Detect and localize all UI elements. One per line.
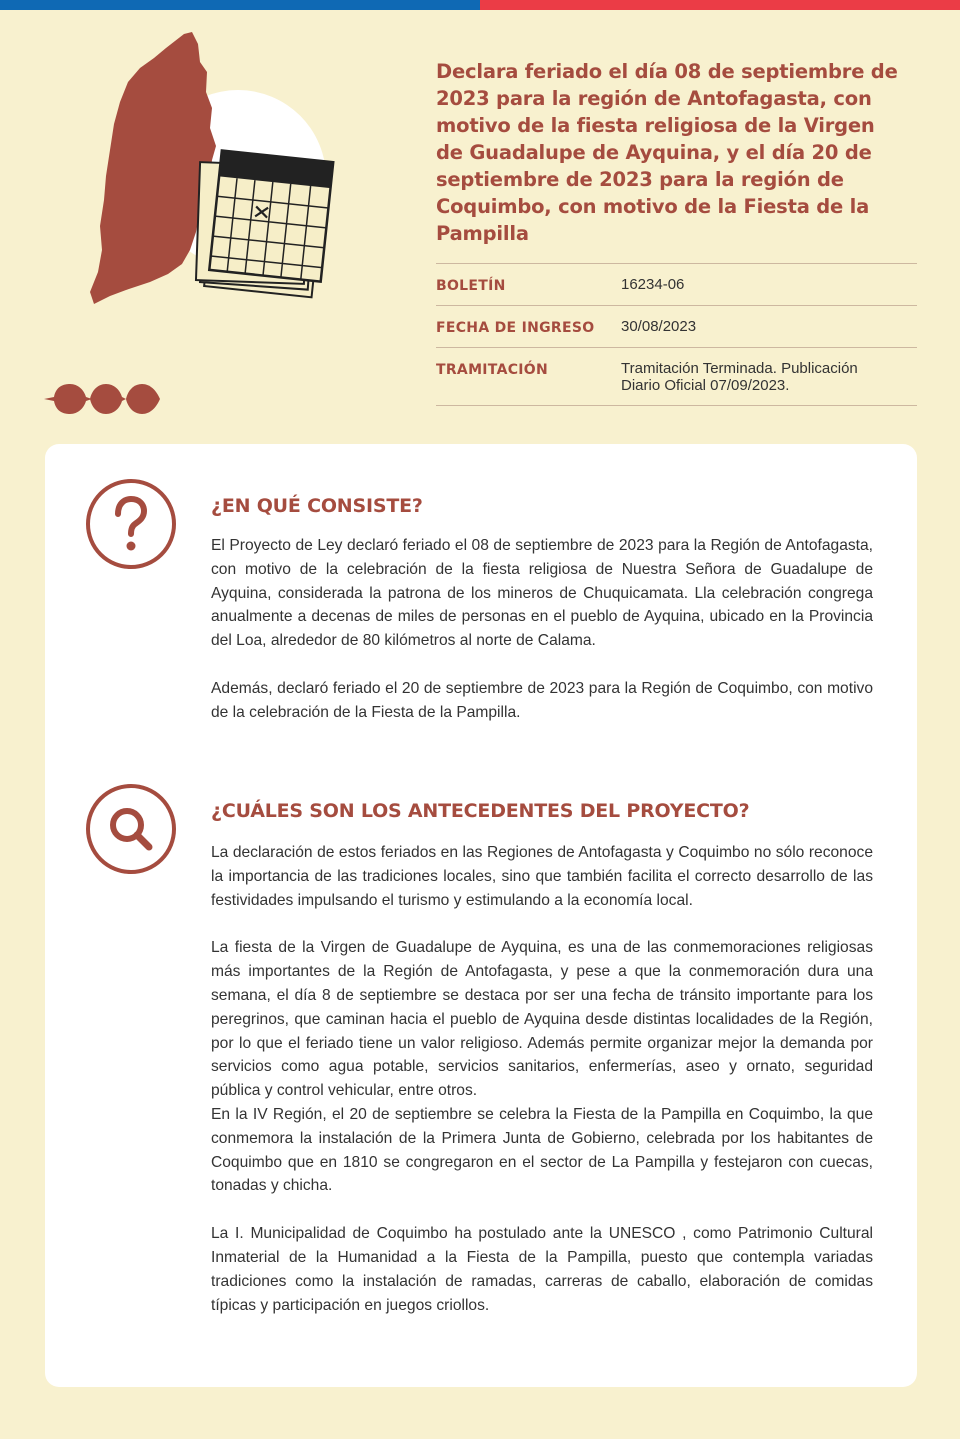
region-map-calendar-illustration (80, 28, 340, 318)
antecedentes-paragraph-1: La declaración de estos feriados en las Regiones de Antofagasta y Coquimbo no sólo reconoce la importancia de las tradiciones locales, sino que también facilita el correcto desarrollo de las festividades impulsando el turismo y estimulando a la economía local. (211, 844, 873, 909)
boletin-value: 16234-06 (621, 276, 685, 293)
tramitacion-label: TRAMITACIÓN (436, 362, 549, 378)
content-card (45, 444, 917, 1387)
question-mark-icon (85, 478, 177, 570)
antecedentes-paragraph-4: La I. Municipalidad de Coquimbo ha postulado ante la UNESCO , como Patrimonio Cultural Inmaterial de la Humanidad a la Fiesta de la Pampilla, puesto que contempla variadas tradiciones como la instalación de ramadas, carreras de caballo, elaboración de comidas típicas y participación en juegos criollos. (211, 1225, 873, 1314)
consiste-paragraph-1: El Proyecto de Ley declaró feriado el 08 de septiembre de 2023 para la Región de Antofagasta, con motivo de la celebración de la fiesta religiosa de Nuestra Señora de Guadalupe de Ayquina, considerada la patrona de los mineros de Chuquicamata. Lla celebración congrega anualmente a decenas de miles de personas en el pueblo de Ayquina, ubicado en la Provincia del Loa, alrededor de 80 kilómetros al norte de Calama. (211, 537, 873, 650)
section-body-antecedentes (211, 841, 873, 1317)
boletin-label: BOLETÍN (436, 278, 506, 294)
tramitacion-value: Tramitación Terminada. Publicación Diario Oficial 07/09/2023. (621, 360, 858, 394)
dots-ornament-icon (44, 382, 164, 416)
meta-row-tramitacion (436, 348, 917, 406)
magnifier-icon (85, 783, 177, 875)
antecedentes-paragraph-2: La fiesta de la Virgen de Guadalupe de Ayquina, es una de las conmemoraciones religiosas más importantes de la Región de Antofagasta, y pese a que la conmemoración dura una semana, el día 8 de septiembre se destaca por ser una fecha de tránsito importante para los peregrinos, que caminan hacia el pueblo de Ayquina desde distintas localidades de la Región, por lo que el feriado tiene un valor religioso. Además permite organizar mejor la demanda por servicios como agua potable, servicios sanitarios, enfermerías, aseo y ornato, seguridad pública y control vehicular, entre otros. (211, 939, 873, 1100)
section-body-consiste (211, 534, 873, 725)
consiste-paragraph-2: Además, declaró feriado el 20 de septiembre de 2023 para la Región de Coquimbo, con motivo de la celebración de la Fiesta de la Pampilla. (211, 679, 873, 721)
bill-metadata (436, 263, 917, 406)
flag-red-stripe (480, 0, 960, 10)
fecha-value: 30/08/2023 (621, 318, 697, 335)
section-title-antecedentes: ¿CUÁLES SON LOS ANTECEDENTES DEL PROYECTO? (211, 800, 750, 822)
flag-bar (0, 0, 960, 10)
page-title: Declara feriado el día 08 de septiembre de 2023 para la región de Antofagasta, con motivo de la fiesta religiosa de la Virgen de Guadalupe de Ayquina, y el día 20 de septiembre de 2023 para la región de Coquimbo, con motivo de la Fiesta de la Pampilla (436, 60, 898, 245)
fecha-label: FECHA DE INGRESO (436, 320, 595, 336)
flag-blue-stripe (0, 0, 480, 10)
section-title-consiste: ¿EN QUÉ CONSISTE? (211, 495, 423, 517)
antecedentes-paragraph-3: En la IV Región, el 20 de septiembre se celebra la Fiesta de la Pampilla en Coquimbo, la que conmemora la instalación de la Primera Junta de Gobierno, celebrada por los habitantes de Coquimbo que en 1810 se congregaron en el sector de La Pampilla y festejaron con cuecas, tonadas y chicha. (211, 1105, 873, 1195)
meta-row-boletin (436, 264, 917, 306)
meta-row-fecha (436, 306, 917, 348)
